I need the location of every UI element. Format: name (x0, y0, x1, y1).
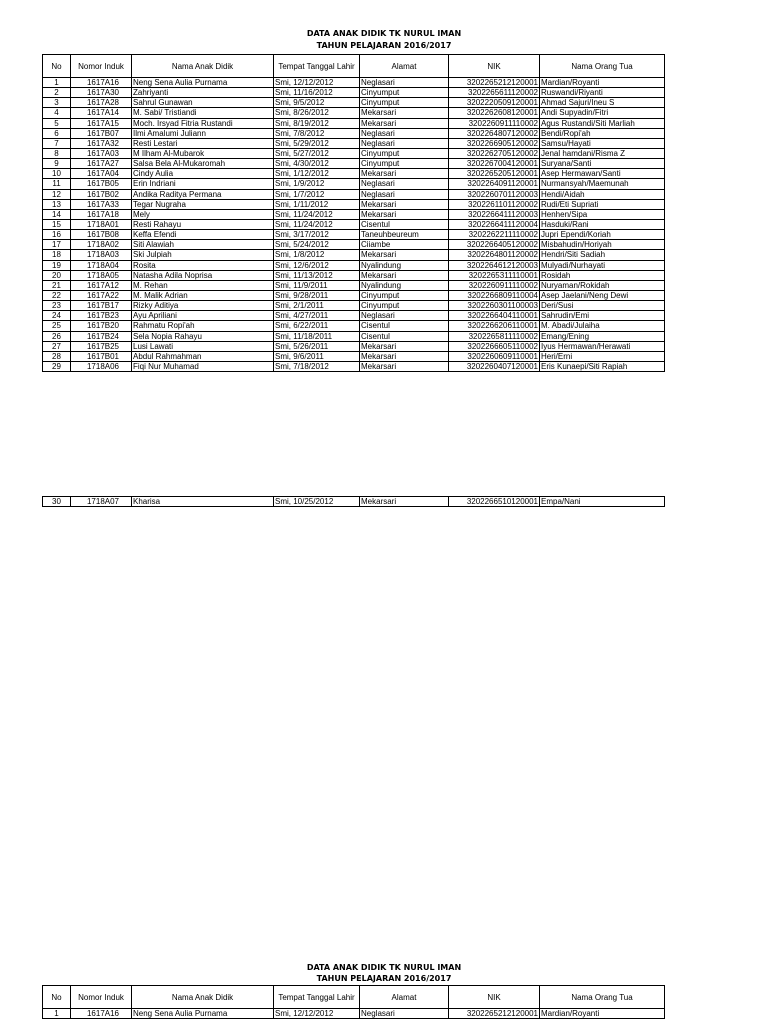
cell-no: 18 (43, 250, 71, 260)
cell-nik: 3202260911110002 (449, 118, 540, 128)
cell-orang-tua: Mulyadi/Nurhayati (540, 260, 665, 270)
cell-ttl: Smi, 5/26/2011 (274, 341, 360, 351)
cell-ttl: Smi, 8/19/2012 (274, 118, 360, 128)
cell-alamat: Mekarsari (360, 199, 449, 209)
cell-no: 6 (43, 128, 71, 138)
cell-no: 28 (43, 351, 71, 361)
cell-nik: 3202260407120001 (449, 361, 540, 371)
cell-nama: Ski Julpiah (132, 250, 274, 260)
cell-alamat: Cinyumput (360, 148, 449, 158)
table-row (43, 98, 665, 108)
cell-orang-tua: Rosidah (540, 270, 665, 280)
header-nama-anak-didik: Nama Anak Didik (132, 986, 274, 1009)
table-row (43, 108, 665, 118)
cell-ttl: Smi, 2/1/2011 (274, 301, 360, 311)
table-row (43, 128, 665, 138)
cell-no: 3 (43, 98, 71, 108)
cell-no: 24 (43, 311, 71, 321)
cell-nama: Rahmatu Ropi'ah (132, 321, 274, 331)
cell-orang-tua: Heri/Erni (540, 351, 665, 361)
cell-alamat: Mekarsari (360, 270, 449, 280)
cell-nik: 3202264612120003 (449, 260, 540, 270)
table-row (43, 179, 665, 189)
cell-orang-tua: Samsu/Hayati (540, 138, 665, 148)
cell-nomor-induk: 1617A16 (71, 78, 132, 88)
table-row (43, 280, 665, 290)
cell-nomor-induk: 1617A16 (71, 1009, 132, 1019)
cell-no: 12 (43, 189, 71, 199)
cell-no: 2 (43, 88, 71, 98)
cell-orang-tua: Mardian/Royanti (540, 78, 665, 88)
cell-nomor-induk: 1617A04 (71, 169, 132, 179)
cell-nomor-induk: 1617A22 (71, 290, 132, 300)
cell-alamat: Mekarsari (360, 118, 449, 128)
cell-orang-tua: Agus Rustandi/Siti Marliah (540, 118, 665, 128)
cell-nama: Neng Sena Aulia Purnama (132, 78, 274, 88)
cell-nik: 3202266411120004 (449, 219, 540, 229)
cell-ttl: Smi, 11/24/2012 (274, 209, 360, 219)
cell-nama: Neng Sena Aulia Purnama (132, 1009, 274, 1019)
cell-ttl: Smi, 7/8/2012 (274, 128, 360, 138)
cell-nik: 3202265811110002 (449, 331, 540, 341)
cell-alamat: Cinyumput (360, 88, 449, 98)
cell-nik: 3202266809110004 (449, 290, 540, 300)
cell-orang-tua: Empa/Nani (540, 497, 665, 507)
cell-orang-tua: Bendi/Ropi'ah (540, 128, 665, 138)
cell-nik: 3202265611120002 (449, 88, 540, 98)
cell-orang-tua: Ahmad Sajuri/Ineu S (540, 98, 665, 108)
cell-nomor-induk: 1617B05 (71, 179, 132, 189)
cell-orang-tua: Hendri/Siti Sadiah (540, 250, 665, 260)
page2-title: DATA ANAK DIDIK TK NURUL IMAN (306, 963, 462, 972)
cell-ttl: Smi, 8/26/2012 (274, 108, 360, 118)
cell-no: 5 (43, 118, 71, 128)
table-row (43, 341, 665, 351)
cell-ttl: Smi, 9/28/2011 (274, 290, 360, 300)
cell-nama: Sela Nopia Rahayu (132, 331, 274, 341)
cell-nomor-induk: 1617A30 (71, 88, 132, 98)
cell-nomor-induk: 1617B25 (71, 341, 132, 351)
table-row (43, 78, 665, 88)
cell-nama: Rizky Aditiya (132, 301, 274, 311)
cell-nama: Mely (132, 209, 274, 219)
cell-nama: Tegar Nugraha (132, 199, 274, 209)
cell-nik: 3202262705120002 (449, 148, 540, 158)
cell-nama: M. Rehan (132, 280, 274, 290)
cell-nik: 3202266605110002 (449, 341, 540, 351)
cell-orang-tua: Emang/Ening (540, 331, 665, 341)
cell-nik: 3202266405120002 (449, 240, 540, 250)
header-alamat: Alamat (360, 986, 449, 1009)
cell-nomor-induk: 1617B01 (71, 351, 132, 361)
cell-alamat: Mekarsari (360, 250, 449, 260)
cell-alamat: Mekarsari (360, 361, 449, 371)
cell-nik: 3202266411120003 (449, 209, 540, 219)
cell-nama: Siti Alawiah (132, 240, 274, 250)
table-row (43, 159, 665, 169)
cell-nik: 3202265311110001 (449, 270, 540, 280)
cell-ttl: Smi, 11/18/2011 (274, 331, 360, 341)
cell-no: 13 (43, 199, 71, 209)
header-tempat-tanggal-lahir: Tempat Tanggal Lahir (274, 986, 360, 1009)
cell-nik: 3202265212120001 (449, 78, 540, 88)
header-nama-orang-tua: Nama Orang Tua (540, 986, 665, 1009)
cell-nik: 3202262608120001 (449, 108, 540, 118)
cell-nama: Lusi Lawati (132, 341, 274, 351)
cell-nomor-induk: 1718A06 (71, 361, 132, 371)
cell-nomor-induk: 1718A02 (71, 240, 132, 250)
cell-orang-tua: Andi Supyadin/Fitri (540, 108, 665, 118)
cell-nik: 3202266510120001 (449, 497, 540, 507)
cell-alamat: Cisentul (360, 219, 449, 229)
header-tempat-tanggal-lahir: Tempat Tanggal Lahir (274, 55, 360, 78)
cell-nomor-induk: 1617A27 (71, 159, 132, 169)
cell-nama: Ilmi Amalumi Juliann (132, 128, 274, 138)
cell-nama: Kharisa (132, 497, 274, 507)
header-alamat: Alamat (360, 55, 449, 78)
student-table-continued (42, 496, 665, 507)
cell-ttl: Smi, 1/9/2012 (274, 179, 360, 189)
cell-nomor-induk: 1617A32 (71, 138, 132, 148)
cell-nomor-induk: 1718A01 (71, 219, 132, 229)
cell-nik: 3202264091120001 (449, 179, 540, 189)
table-row (43, 118, 665, 128)
cell-alamat: Neglasari (360, 78, 449, 88)
table-row (43, 219, 665, 229)
cell-nomor-induk: 1617A33 (71, 199, 132, 209)
cell-no: 14 (43, 209, 71, 219)
cell-nik: 3202261101120002 (449, 199, 540, 209)
table-row (43, 169, 665, 179)
header-nomor-induk: Nomor Induk (71, 55, 132, 78)
cell-ttl: Smi, 4/30/2012 (274, 159, 360, 169)
cell-ttl: Smi, 11/13/2012 (274, 270, 360, 280)
cell-nama: Zahriyanti (132, 88, 274, 98)
cell-nomor-induk: 1718A05 (71, 270, 132, 280)
cell-nama: M. Sabi/ Tristiandi (132, 108, 274, 118)
cell-ttl: Smi, 5/24/2012 (274, 240, 360, 250)
cell-nik: 3202266404110001 (449, 311, 540, 321)
cell-nik: 3202264807120002 (449, 128, 540, 138)
cell-nik: 3202260609110001 (449, 351, 540, 361)
header-nama-anak-didik: Nama Anak Didik (132, 55, 274, 78)
cell-nomor-induk: 1617B08 (71, 230, 132, 240)
cell-alamat: Neglasari (360, 311, 449, 321)
cell-no: 25 (43, 321, 71, 331)
cell-nomor-induk: 1718A07 (71, 497, 132, 507)
cell-alamat: Mekarsari (360, 341, 449, 351)
cell-nama: Keffa Efendi (132, 230, 274, 240)
cell-nik: 3202266206110001 (449, 321, 540, 331)
cell-orang-tua: Ruswandi/Riyanti (540, 88, 665, 98)
cell-nomor-induk: 1617A15 (71, 118, 132, 128)
cell-alamat: Cinyumput (360, 98, 449, 108)
header-no: No (43, 986, 71, 1009)
cell-alamat: Cinyumput (360, 159, 449, 169)
table-row (43, 290, 665, 300)
cell-no: 1 (43, 1009, 71, 1019)
cell-nama: Resti Rahayu (132, 219, 274, 229)
cell-nama: Moch. Irsyad Fitria Rustandi (132, 118, 274, 128)
table-row (43, 321, 665, 331)
cell-orang-tua: Deri/Susi (540, 301, 665, 311)
table-row (43, 189, 665, 199)
header-nik: NIK (449, 55, 540, 78)
cell-nik: 3202267004120001 (449, 159, 540, 169)
cell-no: 30 (43, 497, 71, 507)
cell-alamat: Nyalindung (360, 280, 449, 290)
cell-nomor-induk: 1617A12 (71, 280, 132, 290)
cell-nik: 3202265205120001 (449, 169, 540, 179)
cell-orang-tua: Suryana/Santi (540, 159, 665, 169)
cell-no: 4 (43, 108, 71, 118)
cell-no: 22 (43, 290, 71, 300)
cell-nama: M Ilham Al-Mubarok (132, 148, 274, 158)
cell-ttl: Smi, 7/18/2012 (274, 361, 360, 371)
cell-ttl: Smi, 5/29/2012 (274, 138, 360, 148)
header-nama-orang-tua: Nama Orang Tua (540, 55, 665, 78)
table-row (43, 88, 665, 98)
cell-nama: Salsa Bela Al-Mukaromah (132, 159, 274, 169)
cell-alamat: Neglasari (360, 1009, 449, 1019)
cell-alamat: Mekarsari (360, 169, 449, 179)
cell-ttl: Smi, 11/24/2012 (274, 219, 360, 229)
cell-alamat: Mekarsari (360, 351, 449, 361)
cell-nomor-induk: 1718A03 (71, 250, 132, 260)
cell-no: 23 (43, 301, 71, 311)
cell-alamat: Neglasari (360, 138, 449, 148)
cell-no: 27 (43, 341, 71, 351)
cell-alamat: Neglasari (360, 128, 449, 138)
cell-orang-tua: Jenal hamdani/Risma Z (540, 148, 665, 158)
cell-nomor-induk: 1617A03 (71, 148, 132, 158)
cell-nomor-induk: 1617B07 (71, 128, 132, 138)
cell-nomor-induk: 1617B02 (71, 189, 132, 199)
cell-ttl: Smi, 5/27/2012 (274, 148, 360, 158)
cell-ttl: Smi, 12/12/2012 (274, 78, 360, 88)
cell-no: 29 (43, 361, 71, 371)
cell-alamat: Mekarsari (360, 209, 449, 219)
cell-nama: Resti Lestari (132, 138, 274, 148)
cell-nomor-induk: 1617B20 (71, 321, 132, 331)
cell-ttl: Smi, 9/6/2011 (274, 351, 360, 361)
cell-nomor-induk: 1617B23 (71, 311, 132, 321)
cell-orang-tua: Asep Jaelani/Neng Dewi (540, 290, 665, 300)
cell-orang-tua: Misbahudin/Horiyah (540, 240, 665, 250)
cell-nama: Cindy Aulia (132, 169, 274, 179)
table-row (43, 270, 665, 280)
cell-alamat: Mekarsari (360, 108, 449, 118)
table-header-row (43, 986, 665, 1009)
table-row (43, 301, 665, 311)
cell-no: 16 (43, 230, 71, 240)
cell-ttl: Smi, 1/11/2012 (274, 199, 360, 209)
table-header-row (43, 55, 665, 78)
cell-no: 1 (43, 78, 71, 88)
cell-no: 19 (43, 260, 71, 270)
cell-no: 26 (43, 331, 71, 341)
table-row (43, 138, 665, 148)
cell-nomor-induk: 1617B17 (71, 301, 132, 311)
cell-orang-tua: Hendi/Aidah (540, 189, 665, 199)
cell-orang-tua: Mardian/Royanti (540, 1009, 665, 1019)
cell-ttl: Smi, 9/5/2012 (274, 98, 360, 108)
cell-nomor-induk: 1617B24 (71, 331, 132, 341)
cell-alamat: Cinyumput (360, 301, 449, 311)
document-subtitle: TAHUN PELAJARAN 2016/2017 (316, 41, 452, 50)
cell-nik: 3202264801120002 (449, 250, 540, 260)
page2-subtitle: TAHUN PELAJARAN 2016/2017 (316, 974, 452, 983)
cell-alamat: Mekarsari (360, 497, 449, 507)
cell-orang-tua: Hasduki/Rani (540, 219, 665, 229)
cell-alamat: Ciiambe (360, 240, 449, 250)
cell-no: 21 (43, 280, 71, 290)
cell-orang-tua: Henhen/Sipa (540, 209, 665, 219)
cell-nik: 3202260701120003 (449, 189, 540, 199)
cell-nama: Rosita (132, 260, 274, 270)
cell-no: 7 (43, 138, 71, 148)
cell-orang-tua: Asep Hermawan/Santi (540, 169, 665, 179)
cell-nama: Ayu Apriliani (132, 311, 274, 321)
cell-ttl: Smi, 4/27/2011 (274, 311, 360, 321)
cell-alamat: Cisentul (360, 331, 449, 341)
header-nik: NIK (449, 986, 540, 1009)
cell-nik: 3202260911110002 (449, 280, 540, 290)
table-row (43, 497, 665, 507)
cell-orang-tua: Rudi/Eti Supriati (540, 199, 665, 209)
cell-ttl: Smi, 11/16/2012 (274, 88, 360, 98)
cell-nomor-induk: 1718A04 (71, 260, 132, 270)
cell-ttl: Smi, 10/25/2012 (274, 497, 360, 507)
cell-no: 8 (43, 148, 71, 158)
cell-alamat: Nyalindung (360, 260, 449, 270)
cell-ttl: Smi, 1/7/2012 (274, 189, 360, 199)
cell-no: 15 (43, 219, 71, 229)
header-nomor-induk: Nomor Induk (71, 986, 132, 1009)
cell-orang-tua: Eris Kunaepi/Siti Rapiah (540, 361, 665, 371)
cell-alamat: Taneuhbeureum (360, 230, 449, 240)
cell-nik: 3202265212120001 (449, 1009, 540, 1019)
cell-nama: Fiqi Nur Muhamad (132, 361, 274, 371)
cell-orang-tua: Iyus Hermawan/Herawati (540, 341, 665, 351)
cell-nik: 3202260301100003 (449, 301, 540, 311)
cell-no: 10 (43, 169, 71, 179)
cell-alamat: Cinyumput (360, 290, 449, 300)
cell-ttl: Smi, 3/17/2012 (274, 230, 360, 240)
cell-alamat: Neglasari (360, 179, 449, 189)
cell-orang-tua: Nuryaman/Rokidah (540, 280, 665, 290)
cell-nik: 3202262211110002 (449, 230, 540, 240)
cell-nama: Abdul Rahmahman (132, 351, 274, 361)
cell-no: 11 (43, 179, 71, 189)
cell-ttl: Smi, 12/6/2012 (274, 260, 360, 270)
table-row (43, 1009, 665, 1019)
cell-alamat: Cisentul (360, 321, 449, 331)
page2-student-table (42, 985, 665, 1019)
table-row (43, 148, 665, 158)
cell-ttl: Smi, 6/22/2011 (274, 321, 360, 331)
cell-nomor-induk: 1617A18 (71, 209, 132, 219)
cell-ttl: Smi, 11/9/2011 (274, 280, 360, 290)
cell-nama: M. Malik Adrian (132, 290, 274, 300)
cell-no: 9 (43, 159, 71, 169)
cell-nama: Erin Indriani (132, 179, 274, 189)
cell-orang-tua: M. Abadi/Julaiha (540, 321, 665, 331)
cell-nik: 3202266905120002 (449, 138, 540, 148)
cell-nomor-induk: 1617A28 (71, 98, 132, 108)
table-row (43, 250, 665, 260)
cell-ttl: Smi, 1/8/2012 (274, 250, 360, 260)
cell-nama: Sahrul Gunawan (132, 98, 274, 108)
cell-orang-tua: Nurmansyah/Maemunah (540, 179, 665, 189)
cell-orang-tua: Sahrudin/Emi (540, 311, 665, 321)
document-title: DATA ANAK DIDIK TK NURUL IMAN (306, 29, 462, 38)
cell-nomor-induk: 1617A14 (71, 108, 132, 118)
cell-nama: Natasha Adila Noprisa (132, 270, 274, 280)
table-row (43, 240, 665, 250)
cell-ttl: Smi, 1/12/2012 (274, 169, 360, 179)
cell-nik: 3202220509120001 (449, 98, 540, 108)
header-no: No (43, 55, 71, 78)
table-row (43, 361, 665, 371)
cell-nama: Andika Raditya Permana (132, 189, 274, 199)
table-row (43, 311, 665, 321)
table-row (43, 260, 665, 270)
table-row (43, 230, 665, 240)
cell-no: 17 (43, 240, 71, 250)
table-row (43, 209, 665, 219)
table-row (43, 351, 665, 361)
cell-ttl: Smi, 12/12/2012 (274, 1009, 360, 1019)
student-table (42, 54, 665, 372)
cell-no: 20 (43, 270, 71, 280)
table-row (43, 331, 665, 341)
table-row (43, 199, 665, 209)
cell-alamat: Neglasari (360, 189, 449, 199)
cell-orang-tua: Jupri Ependi/Koriah (540, 230, 665, 240)
